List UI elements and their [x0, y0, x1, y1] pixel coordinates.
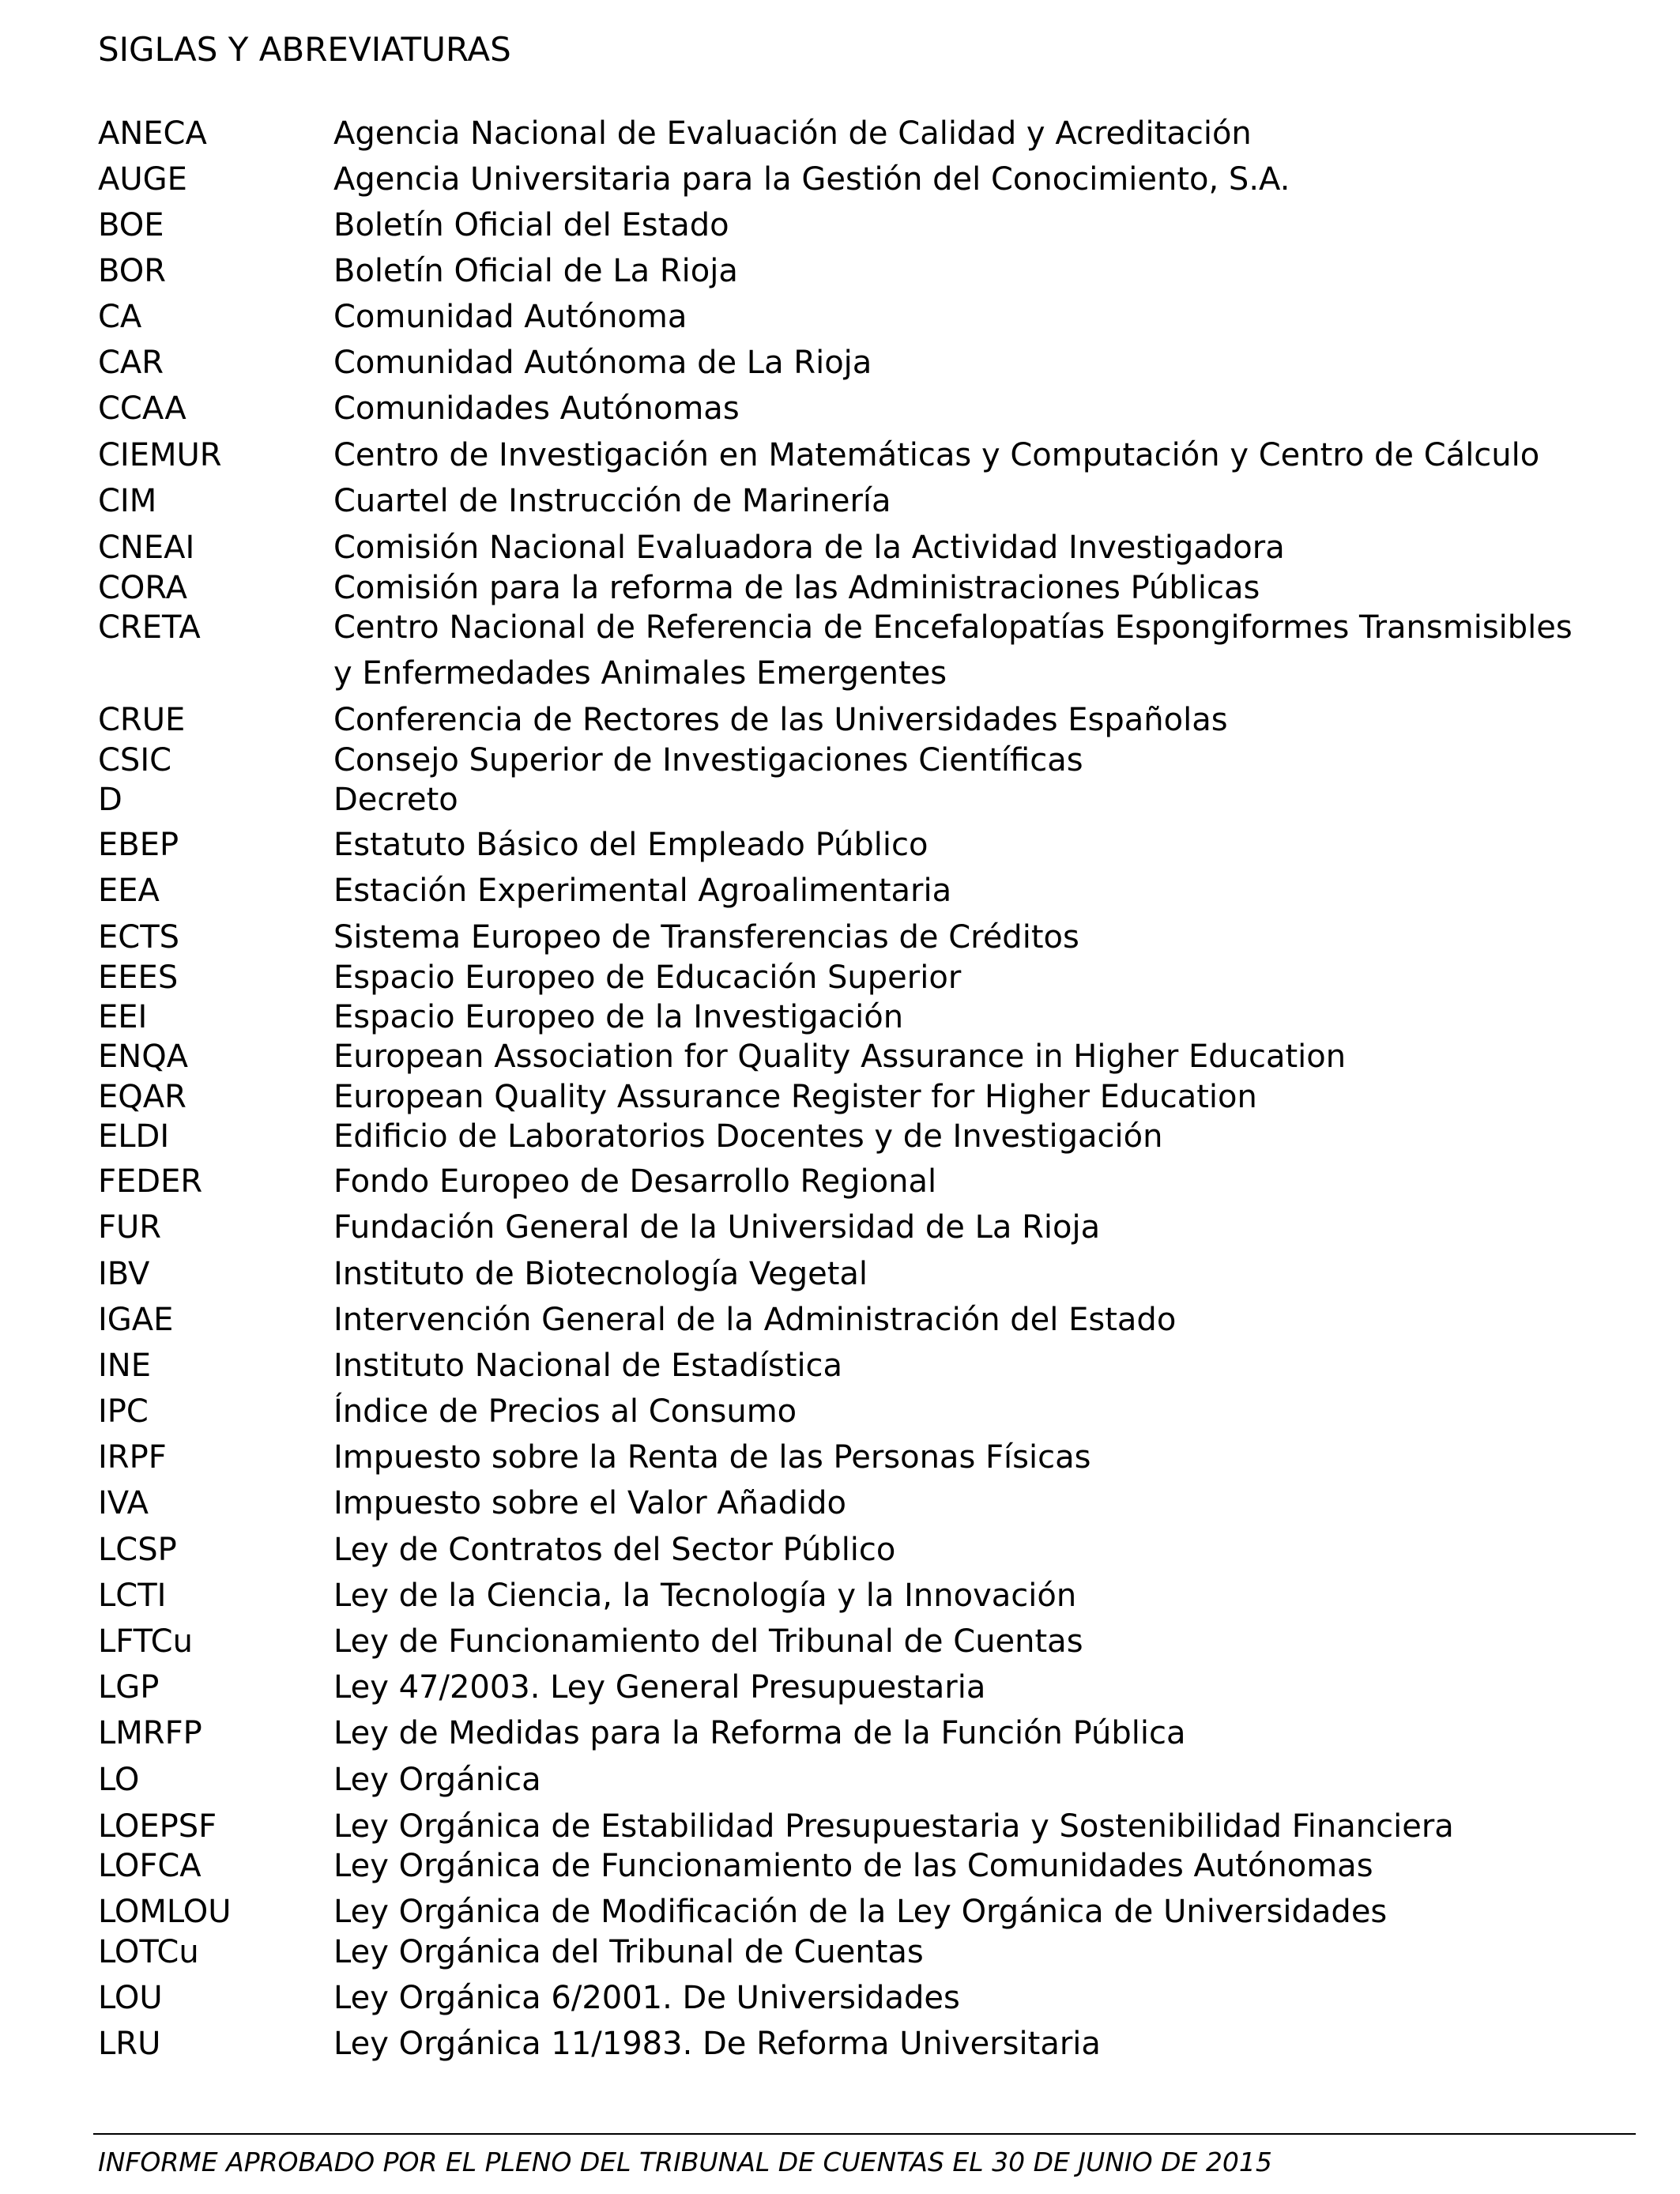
meaning-line: Impuesto sobre el Valor Añadido: [333, 1485, 846, 1521]
abbreviation: LFTCu: [98, 1623, 193, 1660]
abbreviation: BOR: [98, 253, 167, 289]
abbreviation: CRETA: [98, 609, 201, 646]
abbreviation-meaning: [333, 432, 1680, 478]
abbreviation: CRUE: [98, 702, 186, 738]
meaning-line: Centro Nacional de Referencia de Encefalopatías Espongiformes Transmisibles: [333, 609, 1573, 646]
abbreviation: FEDER: [98, 1163, 203, 1200]
meaning-line: Ley de Medidas para la Reforma de la Función Pública: [333, 1715, 1186, 1751]
abbreviation: LOMLOU: [98, 1894, 232, 1930]
abbreviation: ECTS: [98, 919, 180, 956]
abbreviation: D: [98, 782, 122, 818]
abbreviation: AUGE: [98, 161, 187, 198]
abbreviation-meaning: [333, 1843, 1680, 1889]
abbreviation: ELDI: [98, 1118, 170, 1155]
abbreviation-meaning: [333, 2021, 1680, 2067]
meaning-line: Comunidades Autónomas: [333, 390, 740, 427]
abbreviation-meaning: [333, 1159, 1680, 1204]
abbreviation: EEES: [98, 959, 179, 996]
abbreviation: LOEPSF: [98, 1808, 217, 1845]
meaning-line: Instituto de Biotecnología Vegetal: [333, 1256, 868, 1292]
abbreviation: EBEP: [98, 827, 179, 863]
meaning-line: European Quality Assurance Register for Higher Education: [333, 1079, 1257, 1115]
meaning-line: Ley de Contratos del Sector Público: [333, 1532, 896, 1568]
abbreviation-meaning: [333, 605, 1680, 696]
abbreviation: LOFCA: [98, 1848, 202, 1884]
abbreviation-meaning: [333, 1251, 1680, 1297]
abbreviation: ENQA: [98, 1039, 189, 1075]
abbreviation: LCSP: [98, 1532, 177, 1568]
abbreviation-meaning: [333, 1297, 1680, 1343]
meaning-line: Espacio Europeo de Educación Superior: [333, 959, 962, 996]
meaning-line: Ley Orgánica de Estabilidad Presupuestaria y Sostenibilidad Financiera: [333, 1808, 1454, 1845]
meaning-line: Boletín Oficial del Estado: [333, 207, 729, 243]
abbreviation-meaning: [333, 1710, 1680, 1756]
meaning-line: Edificio de Laboratorios Docentes y de Investigación: [333, 1118, 1163, 1155]
meaning-line: Fundación General de la Universidad de La Rioja: [333, 1209, 1101, 1246]
abbreviation-meaning: [333, 386, 1680, 432]
abbreviation-meaning: [333, 1889, 1680, 1935]
meaning-line: Fondo Europeo de Desarrollo Regional: [333, 1163, 937, 1200]
meaning-line: Consejo Superior de Investigaciones Científicas: [333, 742, 1083, 778]
meaning-line: Ley Orgánica del Tribunal de Cuentas: [333, 1934, 924, 1970]
abbreviation: LO: [98, 1762, 140, 1798]
meaning-line: Comisión Nacional Evaluadora de la Actividad Investigadora: [333, 530, 1285, 566]
meaning-line: Ley Orgánica 6/2001. De Universidades: [333, 1980, 960, 2016]
abbreviation: EEI: [98, 999, 148, 1035]
meaning-line: Boletín Oficial de La Rioja: [333, 253, 738, 289]
meaning-line: European Association for Quality Assurance in Higher Education: [333, 1039, 1347, 1075]
abbreviation: LRU: [98, 2026, 161, 2062]
meaning-line: Decreto: [333, 782, 458, 818]
abbreviation-meaning: [333, 1757, 1680, 1803]
abbreviation-meaning: [333, 1204, 1680, 1250]
abbreviation-meaning: [333, 1389, 1680, 1434]
meaning-line: Comunidad Autónoma de La Rioja: [333, 345, 872, 381]
abbreviation-meaning: [333, 156, 1680, 202]
footer-note: INFORME APROBADO POR EL PLENO DEL TRIBUNAL DE CUENTAS EL 30 DE JUNIO DE 2015: [98, 2147, 1272, 2177]
page-title: SIGLAS Y ABREVIATURAS: [98, 30, 511, 69]
meaning-line: Ley Orgánica: [333, 1762, 541, 1798]
abbreviation: CSIC: [98, 742, 172, 778]
abbreviation-meaning: [333, 1527, 1680, 1573]
abbreviation-meaning: [333, 1114, 1680, 1159]
meaning-line: Impuesto sobre la Renta de las Personas Físicas: [333, 1439, 1091, 1476]
meaning-line: Agencia Nacional de Evaluación de Calidad y Acreditación: [333, 115, 1252, 152]
meaning-line: y Enfermedades Animales Emergentes: [333, 655, 947, 692]
meaning-line: Conferencia de Rectores de las Universidades Españolas: [333, 702, 1228, 738]
meaning-line: Instituto Nacional de Estadística: [333, 1348, 843, 1384]
abbreviation: IVA: [98, 1485, 149, 1521]
abbreviation: INE: [98, 1348, 151, 1384]
meaning-line: Estación Experimental Agroalimentaria: [333, 873, 952, 909]
abbreviation: CIM: [98, 483, 157, 519]
abbreviation: CA: [98, 299, 142, 335]
abbreviation-meaning: [333, 1573, 1680, 1619]
abbreviation: LGP: [98, 1669, 160, 1706]
abbreviation: LMRFP: [98, 1715, 202, 1751]
meaning-line: Sistema Europeo de Transferencias de Créditos: [333, 919, 1079, 956]
meaning-line: Ley de Funcionamiento del Tribunal de Cuentas: [333, 1623, 1083, 1660]
abbreviation: CNEAI: [98, 530, 195, 566]
abbreviation: LOTCu: [98, 1934, 199, 1970]
abbreviation-meaning: [333, 1619, 1680, 1664]
meaning-line: Ley de la Ciencia, la Tecnología y la Innovación: [333, 1578, 1077, 1614]
meaning-line: Cuartel de Instrucción de Marinería: [333, 483, 891, 519]
abbreviation: EEA: [98, 873, 160, 909]
abbreviation-meaning: [333, 478, 1680, 524]
abbreviation-meaning: [333, 1343, 1680, 1389]
meaning-line: Comisión para la reforma de las Administraciones Públicas: [333, 570, 1260, 606]
abbreviation: EQAR: [98, 1079, 186, 1115]
abbreviation: CIEMUR: [98, 437, 222, 473]
abbreviation: IGAE: [98, 1302, 174, 1338]
meaning-line: Ley Orgánica 11/1983. De Reforma Universitaria: [333, 2026, 1101, 2062]
meaning-line: Ley 47/2003. Ley General Presupuestaria: [333, 1669, 986, 1706]
footer-divider: [93, 2133, 1636, 2135]
abbreviation-meaning: [333, 111, 1680, 156]
abbreviation-meaning: [333, 248, 1680, 294]
meaning-line: Ley Orgánica de Funcionamiento de las Comunidades Autónomas: [333, 1848, 1373, 1884]
abbreviation: IBV: [98, 1256, 150, 1292]
abbreviation-meaning: [333, 777, 1680, 823]
abbreviation-meaning: [333, 1034, 1680, 1080]
abbreviation-meaning: [333, 1434, 1680, 1480]
meaning-line: Estatuto Básico del Empleado Público: [333, 827, 929, 863]
abbreviation: ANECA: [98, 115, 207, 152]
abbreviation-meaning: [333, 914, 1680, 960]
abbreviation-meaning: [333, 822, 1680, 868]
abbreviation-meaning: [333, 1929, 1680, 1975]
abbreviation-meaning: [333, 294, 1680, 340]
abbreviation: CCAA: [98, 390, 186, 427]
abbreviation: CAR: [98, 345, 164, 381]
abbreviation-meaning: [333, 340, 1680, 386]
abbreviation: CORA: [98, 570, 187, 606]
meaning-line: Agencia Universitaria para la Gestión del Conocimiento, S.A.: [333, 161, 1290, 198]
abbreviation: IPC: [98, 1393, 149, 1430]
abbreviation: LCTI: [98, 1578, 167, 1614]
abbreviation-meaning: [333, 1975, 1680, 2021]
abbreviation-meaning: [333, 1664, 1680, 1710]
abbreviation: IRPF: [98, 1439, 167, 1476]
abbreviation-meaning: [333, 868, 1680, 914]
meaning-line: Índice de Precios al Consumo: [333, 1393, 797, 1430]
abbreviation: BOE: [98, 207, 164, 243]
abbreviation: FUR: [98, 1209, 162, 1246]
meaning-line: Comunidad Autónoma: [333, 299, 687, 335]
abbreviation-meaning: [333, 202, 1680, 248]
meaning-line: Centro de Investigación en Matemáticas y Computación y Centro de Cálculo: [333, 437, 1540, 473]
abbreviation-meaning: [333, 525, 1680, 571]
abbreviation-meaning: [333, 1480, 1680, 1526]
abbreviation: LOU: [98, 1980, 163, 2016]
meaning-line: Ley Orgánica de Modificación de la Ley Orgánica de Universidades: [333, 1894, 1388, 1930]
abbreviation-meaning: [333, 697, 1680, 743]
meaning-line: Intervención General de la Administración del Estado: [333, 1302, 1177, 1338]
meaning-line: Espacio Europeo de la Investigación: [333, 999, 904, 1035]
